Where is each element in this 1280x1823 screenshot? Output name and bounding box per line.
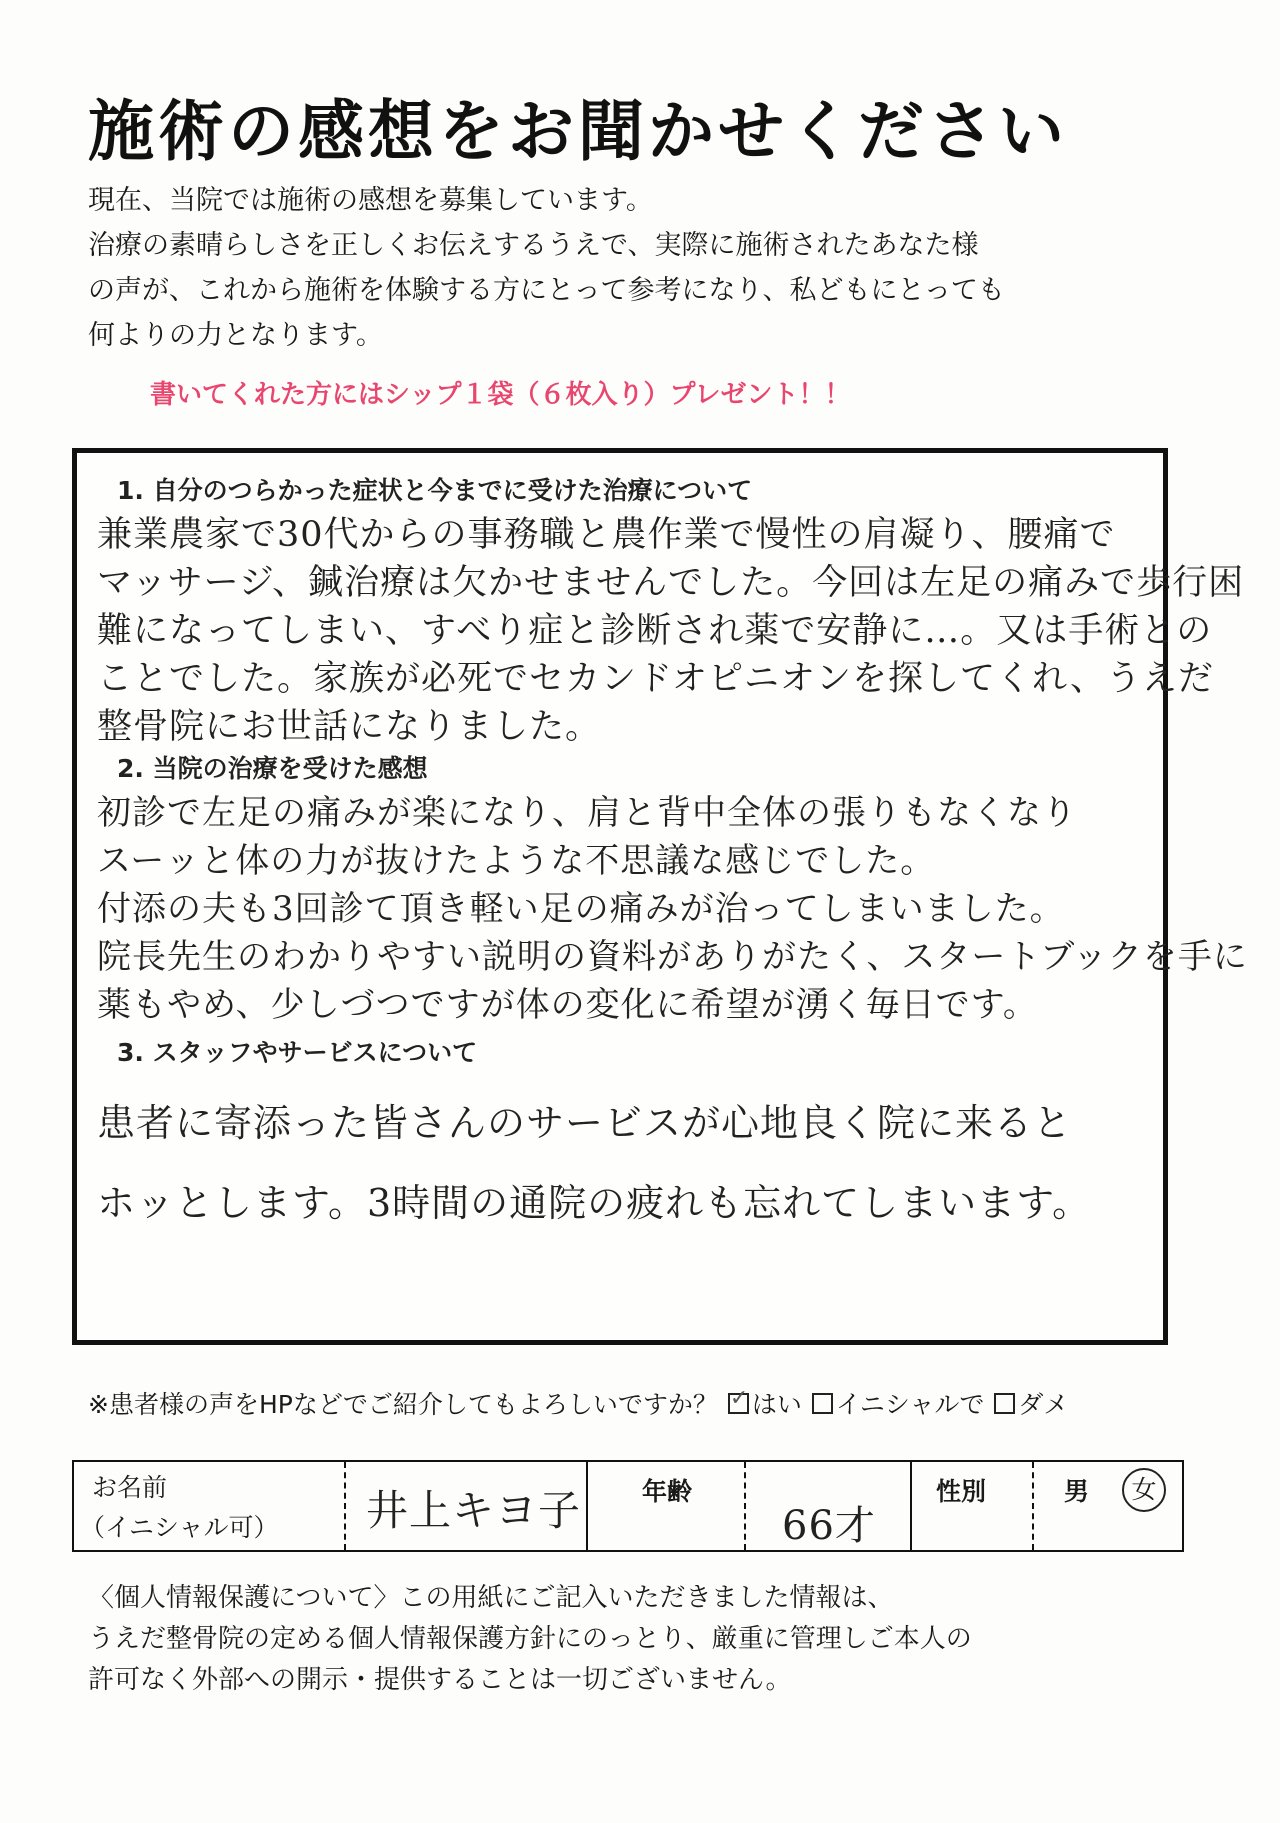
question-3-answer[interactable] xyxy=(97,1083,1091,1243)
present-notice: 書いてくれた方にはシップ１袋（６枚入り）プレゼント！！ xyxy=(150,380,851,410)
gender-female-selected: 女 xyxy=(1122,1468,1166,1512)
answer-line: 付添の夫も3回診て頂き軽い足の痛みが治ってしまいました。 xyxy=(97,889,1065,929)
answer-line: 患者に寄添った皆さんのサービスが心地良く院に来ると xyxy=(97,1101,1073,1145)
answer-line: ことでした。家族が必死でセカンドオピニオンを探してくれ、うえだ xyxy=(97,659,1215,699)
answer-line: 初診で左足の痛みが楽になり、肩と背中全体の張りもなくなり xyxy=(97,793,1077,833)
intro-text xyxy=(88,178,1208,358)
question-1-answer[interactable] xyxy=(97,511,1244,751)
publish-consent xyxy=(88,1385,1068,1421)
answer-line: ホッとします。3時間の通院の疲れも忘れてしまいます。 xyxy=(97,1181,1092,1225)
privacy-line: 〈個人情報保護について〉この用紙にご記入いただきました情報は、 xyxy=(88,1583,894,1613)
gender-label: 性別 xyxy=(936,1477,987,1506)
form-title: 施術の感想をお聞かせください xyxy=(88,93,1068,170)
consent-initial-label: イニシャルで xyxy=(835,1390,985,1419)
consent-initial-checkbox[interactable] xyxy=(812,1393,833,1414)
gender-female-option[interactable] xyxy=(1122,1468,1166,1512)
question-2-heading: 2. 当院の治療を受けた感想 xyxy=(117,754,428,783)
answer-line: マッサージ、鍼治療は欠かせませんでした。今回は左足の痛みで歩行困 xyxy=(97,563,1245,603)
intro-line: 現在、当院では施術の感想を募集しています。 xyxy=(88,185,653,216)
answer-line: スーッと体の力が抜けたような不思議な感じでした。 xyxy=(97,841,936,881)
feedback-box xyxy=(72,448,1248,1345)
intro-line: 治療の素晴らしさを正しくお伝えするうえで、実際に施術されたあなた様 xyxy=(88,230,979,261)
intro-line: 何よりの力となります。 xyxy=(88,320,383,351)
personal-info-table xyxy=(72,1460,1184,1552)
name-field[interactable]: 井上キヨ子 xyxy=(366,1486,582,1535)
age-label: 年齢 xyxy=(642,1477,693,1506)
answer-line: 難になってしまい、すべり症と診断され薬で安静に…。又は手術との xyxy=(97,611,1213,651)
question-1-heading: 1. 自分のつらかった症状と今までに受けた治療について xyxy=(117,476,753,505)
name-sub-label: （イニシャル可） xyxy=(80,1513,279,1542)
question-2-answer[interactable] xyxy=(97,789,1248,1029)
consent-yes-label: はい xyxy=(751,1390,802,1419)
gender-male-option[interactable]: 男 xyxy=(1064,1477,1090,1506)
privacy-notice xyxy=(88,1578,972,1701)
question-3-heading: 3. スタッフやサービスについて xyxy=(117,1038,478,1067)
answer-line: 院長先生のわかりやすい説明の資料がありがたく、スタートブックを手に xyxy=(97,937,1248,977)
answer-line: 整骨院にお世話になりました。 xyxy=(97,707,602,747)
answer-line: 薬もやめ、少しづつですが体の変化に希望が湧く毎日です。 xyxy=(97,985,1038,1025)
consent-question: ※患者様の声をHPなどでご紹介してもよろしいですか？ xyxy=(88,1390,718,1419)
privacy-line: うえだ整骨院の定める個人情報保護方針にのっとり、厳重に管理しご本人の xyxy=(88,1624,972,1654)
name-label: お名前 xyxy=(92,1473,168,1502)
consent-yes-checkbox[interactable] xyxy=(728,1393,749,1414)
privacy-line: 許可なく外部への開示・提供することは一切ございません。 xyxy=(88,1665,792,1695)
consent-no-checkbox[interactable] xyxy=(994,1393,1015,1414)
answer-line: 兼業農家で30代からの事務職と農作業で慢性の肩凝り、腰痛で xyxy=(97,515,1116,555)
age-field[interactable]: 66才 xyxy=(782,1503,876,1549)
consent-no-label: ダメ xyxy=(1018,1390,1069,1419)
intro-line: の声が、これから施術を体験する方にとって参考になり、私どもにとっても xyxy=(88,275,1005,306)
